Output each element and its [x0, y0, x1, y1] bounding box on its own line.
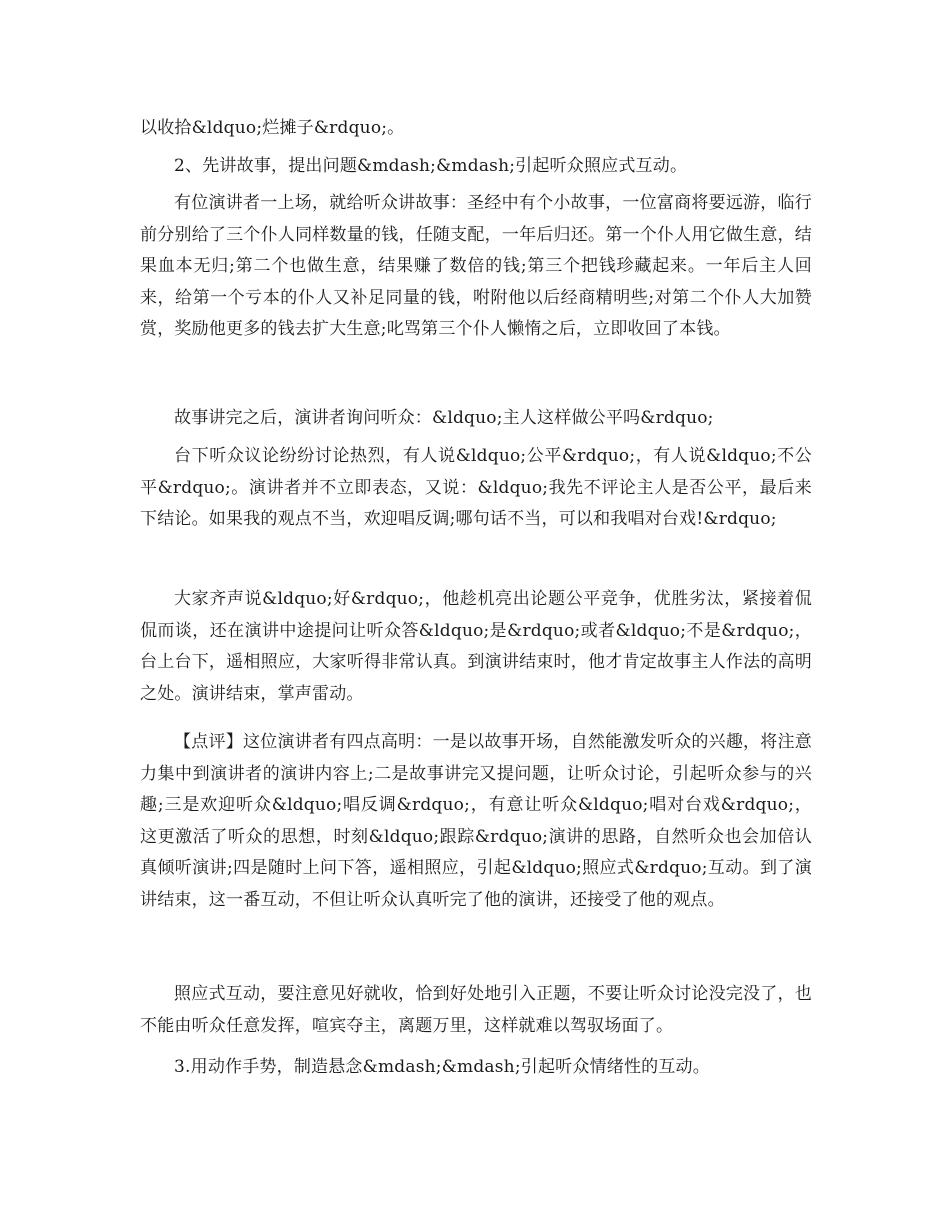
paragraph-review: 【点评】这位演讲者有四点高明：一是以故事开场，自然能激发听众的兴趣，将注意力集中到演讲者的演讲内容上;二是故事讲完又提问题，让听众讨论，引起听众参与的兴趣;三是欢迎听众&ldquo;唱反调&rdquo;，有意让听众&ldquo;唱对台戏&rdquo;，这更激活了听众的思想，时刻&ldquo;跟踪&rdquo;演讲的思路，自然听众也会加倍认真倾听演讲;四是随时上问下答，遥相照应，引起&ldquo;照应式&rdquo;互动。到了演讲结束，这一番互动，不但让听众认真听完了他的演讲，还接受了他的观点。 [140, 732, 812, 910]
paragraph-continuation: 以收拾&ldquo;烂摊子&rdquo;。 [140, 118, 405, 138]
paragraph-story: 有位演讲者一上场，就给听众讲故事：圣经中有个小故事，一位富商将要远游，临行前分别给了三个仆人同样数量的钱，任随支配，一年后归还。第一个仆人用它做生意，结果血本无归;第二个也做生意，结果赚了数倍的钱;第三个把钱珍藏起来。一年后主人回来，给第一个亏本的仆人又补足同量的钱，咐附他以后经商精明些;对第二个仆人大加赞赏，奖励他更多的钱去扩大生意;叱骂第三个仆人懒惰之后，立即收回了本钱。 [140, 193, 812, 339]
paragraph-advice: 照应式互动，要注意见好就收，恰到好处地引入正题，不要让听众讨论没完没了，也不能由听众任意发挥，喧宾夺主，离题万里，这样就难以驾驭场面了。 [140, 984, 812, 1036]
paragraph-discussion: 台下听众议论纷纷讨论热烈，有人说&ldquo;公平&rdquo;，有人说&ldquo;不公平&rdquo;。演讲者并不立即表态，又说：&ldquo;我先不评论主人是否公平，最后来下结论。如果我的观点不当，欢迎唱反调;哪句话不当，可以和我唱对台戏!&rdquo; [140, 446, 812, 529]
paragraph-response: 大家齐声说&ldquo;好&rdquo;，他趁机亮出论题公平竞争，优胜劣汰，紧接着侃侃而谈，还在演讲中途提问让听众答&ldquo;是&rdquo;或者&ldquo;不是&rdquo;，台上台下，遥相照应，大家听得非常认真。到演讲结束时，他才肯定故事主人作法的高明之处。演讲结束，掌声雷动。 [140, 589, 812, 704]
section-heading-2: 2、先讲故事，提出问题&mdash;&mdash;引起听众照应式互动。 [174, 156, 688, 176]
section-heading-3: 3.用动作手势，制造悬念&mdash;&mdash;引起听众情绪性的互动。 [174, 1057, 710, 1077]
paragraph-question: 故事讲完之后，演讲者询问听众：&ldquo;主人这样做公平吗&rdquo; [174, 408, 714, 428]
